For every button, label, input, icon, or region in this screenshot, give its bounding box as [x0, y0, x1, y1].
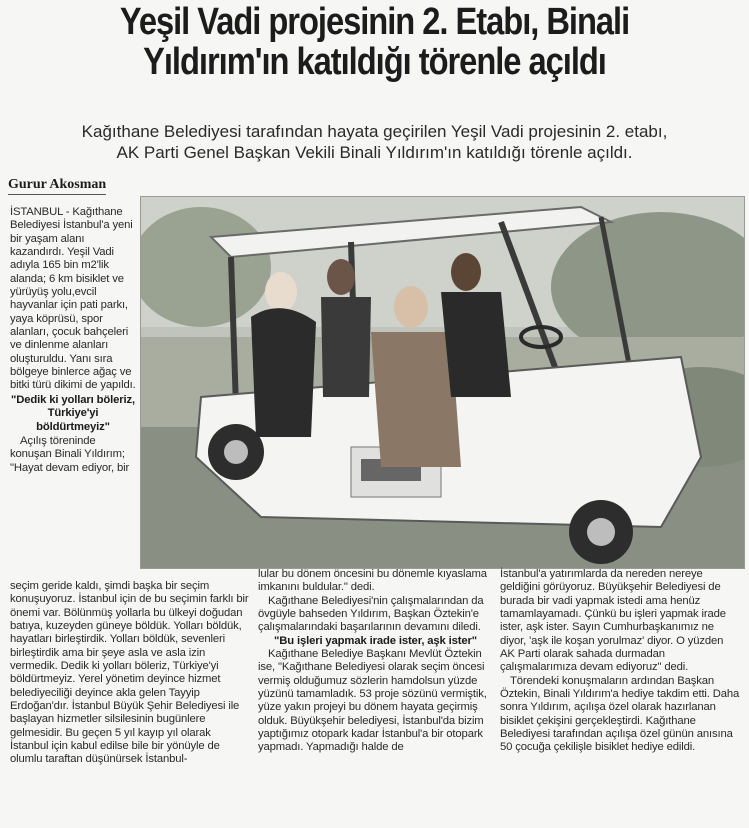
paragraph-2-continued: seçim geride kaldı, şimdi başka bir seçim konuşuyoruz. İstanbul için de bu seçimin farklı bir önemi var. Bölünmüş yollarla bu ülkeyi doğudan batıya, kuzeyden güneye böldük. Yolları böldük, hayatları birleştirdik. Yolları böldük, sevenleri birleştirdik ama bir şeye asla ve asla izin vermedik. Dedik ki yolları böleriz, Türkiye'yi böldürtmeyiz. Yerel yönetim deyince hizmet belediyeciliği deyince akla gelen Tayyip Erdoğan'dır. İstanbul Büyük Şehir Belediyesi ile başlayan hizmetler silsilesinin bugünlere gelmesidir. Bu geçen 5 yıl kayıp yıl olarak İstanbul için kabul edilse bile bir yönüyle de olumlu taraftan düşünürsek İstanbul- [10, 580, 249, 766]
news-photo-golf-cart [140, 196, 745, 569]
col2-paragraph-1: lular bu dönem öncesini bu dönemle kıyaslama imkanını buldular." dedi. [258, 568, 487, 594]
col2-paragraph-2: Kağıthane Belediyesi'nin çalışmalarından da övgüyle bahseden Yıldırım, Başkan Öztekin'e çalışmalarındaki başarılarının devamını diledi. [258, 594, 484, 634]
column-1-bottom [10, 580, 250, 767]
author-byline: Gurur Akosman [8, 177, 106, 195]
intro-paragraph: İSTANBUL - Kağıthane Belediyesi İstanbul'a yeni bir yaşam alanı kazandırdı. Yeşil Vadi adıyla 165 bin m2'lik alanda; 6 km bisiklet ve yürüyüş yolu,evcil hayvanlar için pati parkı, yaya köprüsü, spor alanları, çocuk bahçeleri ve dinlenme alanları oluşturuldu. Yanı sıra bölgeye binlerce ağaç ve bitki türü dikimi de yapıldı. [10, 206, 136, 392]
headline [52, 2, 696, 82]
golf-cart-illustration [141, 197, 744, 568]
deck-line-1: Kağıthane Belediyesi tarafından hayata geçirilen Yeşil Vadi projesinin 2. etabı, [81, 122, 668, 141]
deck-summary [18, 121, 731, 163]
column-1-top [10, 206, 136, 475]
headline-line-2: Yıldırım'ın katıldığı törenle açıldı [143, 41, 606, 83]
column-3 [500, 568, 740, 755]
col2-paragraph-3: Kağıthane Belediye Başkanı Mevlüt Öztekin ise, "Kağıthane Belediyesi olarak seçim öncesi vermiş olduğumuz sözlerin hamdolsun yüzde yüzünü tamamladık. 53 proje sözünü vermiştik, yüze yakın projeyi bu dönem hayata geçirmiş olduk. Büyükşehir belediyesi, İstanbul'da bizim yaptığımız otopark kadar İstanbul'a bir otopark yapmadı. Yapmadığı halde de [258, 648, 487, 754]
column-2 [258, 568, 493, 755]
headline-line-1: Yeşil Vadi projesinin 2. Etabı, Binali [119, 1, 630, 43]
col3-paragraph-2: Törendeki konuşmaların ardından Başkan Öztekin, Binali Yıldırım'a hediye takdim etti. Daha sonra Yıldırım, açılışa özel olarak hazırlanan bisiklet çekişini gerçekleştirdi. Kağıthane Belediyesi tarafından açılışa özel günün anısına 50 çocuğa çekilişle bisiklet hediye edildi. [500, 674, 740, 754]
col3-paragraph-1: İstanbul'a yatırımlarda da nereden nereye geldiğini görüyoruz. Büyükşehir Belediyesi de burada bir vadi yapmak istedi ama henüz tamamlayamadı. Çünkü bu işleri yapmak irade ister, aşk ister. Sayın Cumhurbaşkanımız ne diyor, 'aşk ile koşan yorulmaz' diyor. O yüzden AK Parti olarak sahada durmadan çalışmalarımıza devam ediyoruz" dedi. [500, 568, 726, 674]
paragraph-2-start: Açılış töreninde konuşan Binali Yıldırım; "Hayat devam ediyor, bir [10, 434, 130, 474]
deck-line-2: AK Parti Genel Başkan Vekili Binali Yıldırım'ın katıldığı törenle açıldı. [116, 143, 633, 162]
subheading-1: "Dedik ki yolları böleriz, Türkiye'yi böldürtmeyiz" [11, 393, 135, 433]
subheading-2: "Bu işleri yapmak irade ister, aşk ister" [274, 634, 477, 647]
